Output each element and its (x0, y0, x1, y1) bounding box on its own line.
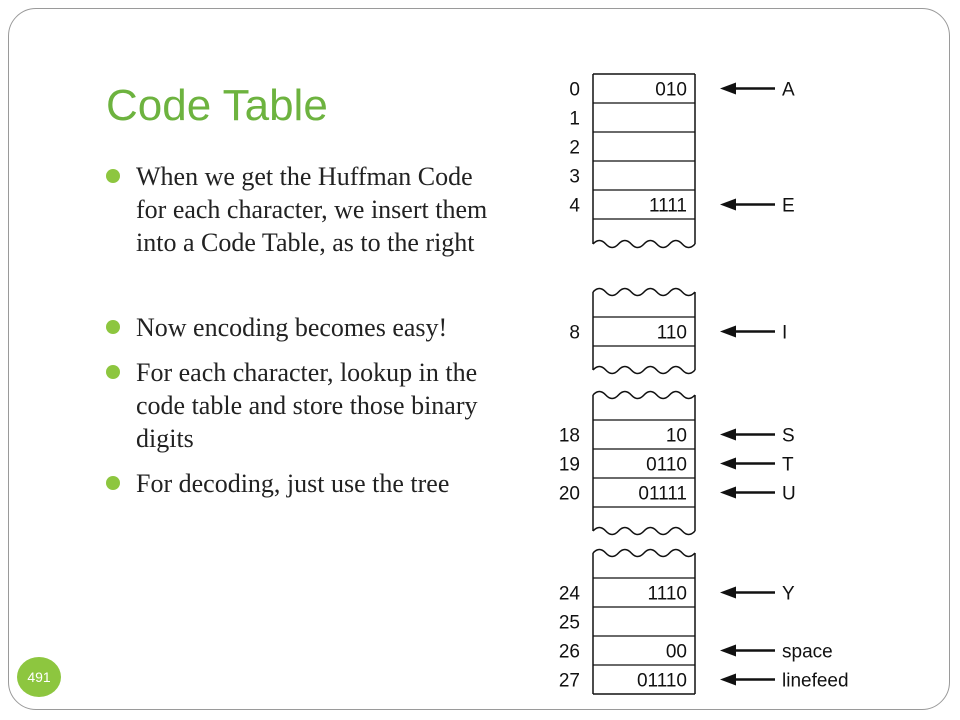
row-index: 3 (569, 166, 580, 188)
arrow-head (720, 83, 736, 95)
row-index: 2 (569, 137, 580, 159)
row-char-label: Y (782, 583, 795, 605)
row-char-label: linefeed (782, 670, 849, 692)
arrow-head (720, 487, 736, 499)
arrow-head (720, 458, 736, 470)
row-char-label: S (782, 425, 795, 447)
row-index: 18 (558, 425, 580, 447)
row-index: 27 (558, 670, 580, 692)
row-char-label: A (782, 79, 795, 101)
row-code: 0110 (646, 454, 687, 476)
row-code: 110 (656, 322, 687, 344)
code-table-diagram (540, 60, 880, 692)
arrow-head (720, 645, 736, 657)
table-break-edge (593, 392, 695, 399)
row-char-label: U (782, 483, 796, 505)
arrow-head (720, 587, 736, 599)
row-code: 01111 (638, 483, 687, 505)
row-index: 0 (569, 79, 580, 101)
row-code: 01110 (636, 670, 687, 692)
row-index: 20 (558, 483, 580, 505)
arrow-head (720, 326, 736, 338)
table-break-edge (593, 550, 695, 557)
row-code: 1110 (647, 583, 687, 605)
row-code: 10 (665, 425, 687, 447)
bullet-item: When we get the Huffman Code for each character, we insert them into a Code Table, as to the right (106, 160, 506, 259)
bullet-item: For each character, lookup in the code table and store those binary digits (106, 356, 506, 455)
bullet-item: Now encoding becomes easy! (106, 311, 506, 344)
row-index: 1 (569, 108, 580, 130)
row-index: 25 (558, 612, 580, 634)
row-code: 010 (655, 79, 687, 101)
table-break-edge (593, 241, 695, 248)
arrow-head (720, 429, 736, 441)
arrow-head (720, 199, 736, 211)
row-char-label: E (782, 195, 795, 217)
row-index: 4 (569, 195, 580, 217)
row-code: 00 (665, 641, 687, 663)
row-index: 26 (558, 641, 580, 663)
row-index: 8 (569, 322, 580, 344)
table-break-edge (593, 528, 695, 535)
row-char-label: space (782, 641, 833, 663)
row-char-label: I (782, 322, 788, 344)
row-code: 1111 (648, 195, 687, 217)
row-char-label: T (782, 454, 794, 476)
row-index: 19 (558, 454, 580, 476)
table-break-edge (593, 367, 695, 374)
page-number-badge: 491 (17, 657, 61, 697)
bullet-item: For decoding, just use the tree (106, 467, 506, 500)
bullet-list (106, 160, 506, 500)
table-break-edge (593, 289, 695, 296)
row-index: 24 (558, 583, 580, 605)
slide-title: Code Table (106, 81, 328, 130)
